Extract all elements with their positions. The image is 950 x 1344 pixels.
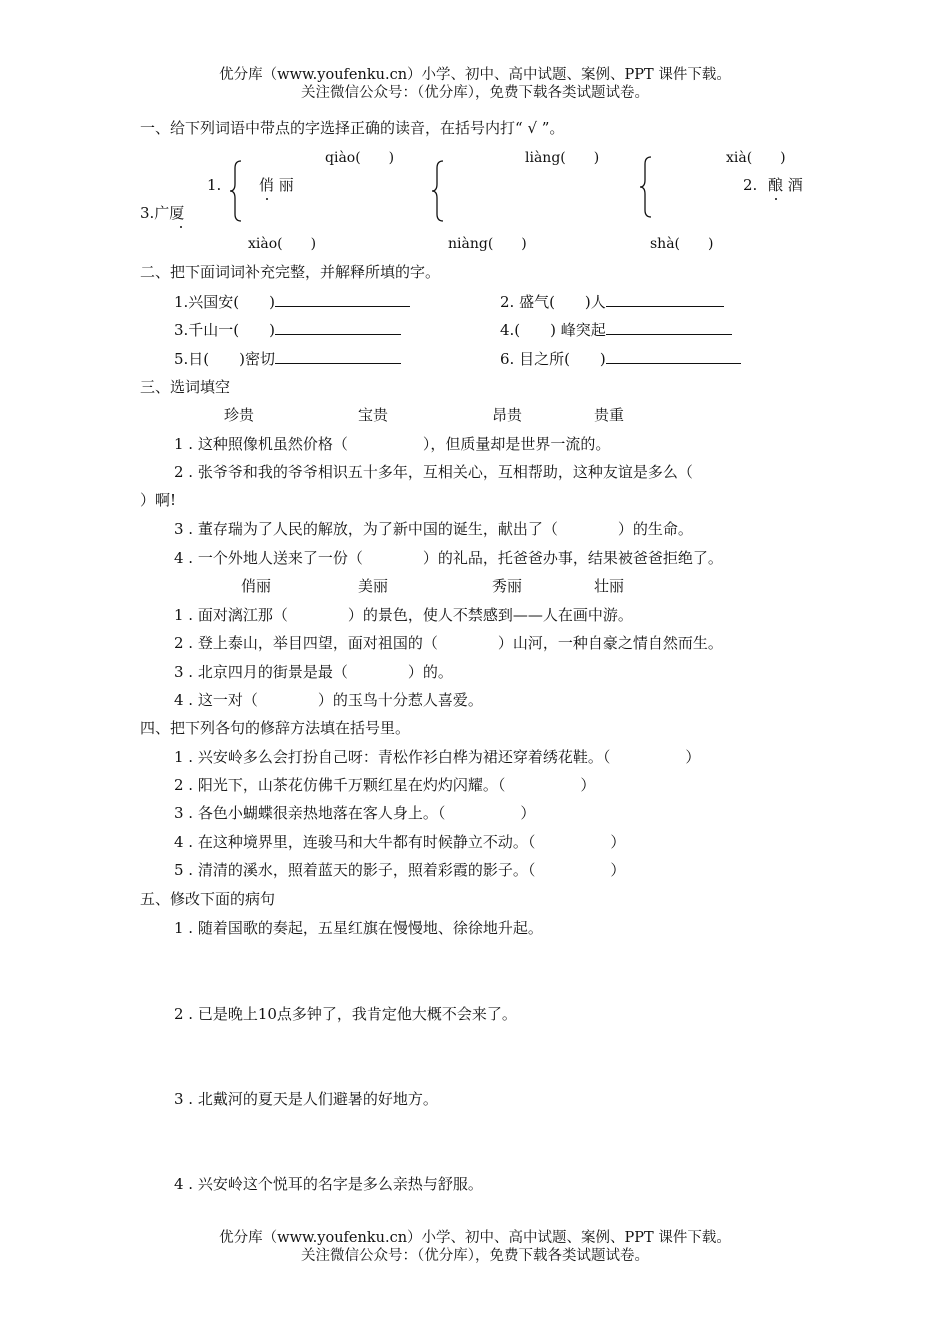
pinyin-2-top: liàng( ) (525, 150, 600, 166)
rhetoric-2: 2 . 阳光下，山茶花仿佛千万颗红星在灼灼闪耀。（ ） (174, 776, 596, 794)
pinyin-2-bottom: niàng( ) (448, 236, 527, 252)
sentence-4: 4 . 兴安岭这个悦耳的名字是多么亲热与舒服。 (174, 1175, 483, 1193)
word-choice-a-1: 珍贵 (224, 406, 255, 424)
rhetoric-3: 3 . 各色小蝴蝶很亲热地落在客人身上。（ ） (174, 804, 536, 822)
brace-3 (638, 156, 654, 218)
emphasis-dot-1 (266, 198, 268, 200)
section-1-title: 一、给下列词语中带点的字选择正确的读音，在括号内打“ √ ”。 (140, 119, 565, 137)
section-3-title: 三、选词填空 (140, 378, 231, 396)
fill-b-1: 1 . 面对漓江那（ ）的景色，使人不禁感到——人在画中游。 (174, 606, 633, 624)
word-1-number: 1. (207, 176, 222, 194)
section-2-title: 二、把下面词词补充完整，并解释所填的字。 (140, 263, 441, 281)
answer-line[interactable] (606, 294, 724, 307)
pinyin-3-top: xià( ) (726, 150, 786, 166)
sentence-3: 3 . 北戴河的夏天是人们避暑的好地方。 (174, 1090, 438, 1108)
idiom-4: 4.( ) 峰突起 (500, 322, 732, 338)
emphasis-dot-2 (775, 198, 777, 200)
sentence-2: 2 . 已是晚上10点多钟了，我肯定他大概不会来了。 (174, 1005, 517, 1023)
word-choice-b-2: 美丽 (358, 577, 389, 595)
fill-a-1: 1 . 这种照像机虽然价格（ ），但质量却是世界一流的。 (174, 435, 611, 453)
header-line-1: 优分库（www.youfenku.cn）小学、初中、高中试题、案例、PPT 课件下载。 (219, 67, 731, 83)
word-choice-b-3: 秀丽 (492, 577, 523, 595)
word-choice-a-2: 宝贵 (358, 406, 389, 424)
footer-line-1: 优分库（www.youfenku.cn）小学、初中、高中试题、案例、PPT 课件下载。 (219, 1230, 731, 1246)
brace-2 (430, 160, 446, 222)
section-4-title: 四、把下列各句的修辞方法填在括号里。 (140, 719, 411, 737)
answer-line[interactable] (606, 322, 732, 335)
fill-b-4: 4 . 这一对（ ）的玉鸟十分惹人喜爱。 (174, 691, 483, 709)
word-choice-a-3: 昂贵 (492, 406, 523, 424)
answer-line[interactable] (275, 322, 401, 335)
fill-a-3: 3 . 董存瑞为了人民的解放，为了新中国的诞生，献出了（ ）的生命。 (174, 520, 693, 538)
word-choice-b-1: 俏丽 (241, 577, 272, 595)
fill-b-3: 3 . 北京四月的街景是最（ ）的。 (174, 663, 453, 681)
idiom-5: 5.日( )密切 (174, 351, 401, 367)
answer-line[interactable] (606, 351, 741, 364)
answer-line[interactable] (275, 294, 410, 307)
pinyin-1-top: qiào( ) (325, 150, 395, 166)
word-2: 酿 酒 (768, 176, 803, 194)
idiom-6: 6. 目之所( ) (500, 351, 741, 367)
emphasis-dot-3 (180, 226, 182, 228)
word-3: 3.广厦 (140, 204, 185, 222)
word-choice-a-4: 贵重 (594, 406, 625, 424)
word-2-number: 2. (743, 176, 758, 194)
word-1: 俏 丽 (259, 176, 294, 194)
word-choice-b-4: 壮丽 (594, 577, 625, 595)
header-line-2: 关注微信公众号：（优分库），免费下载各类试题试卷。 (301, 85, 649, 101)
rhetoric-4: 4 . 在这种境界里，连骏马和大牛都有时候静立不动。（ ） (174, 833, 626, 851)
section-5-title: 五、修改下面的病句 (140, 890, 276, 908)
pinyin-3-bottom: shà( ) (650, 236, 714, 252)
pinyin-1-bottom: xiào( ) (248, 236, 317, 252)
rhetoric-1: 1 . 兴安岭多么会打扮自己呀：青松作衫白桦为裙还穿着绣花鞋。（ ） (174, 748, 701, 766)
idiom-1: 1.兴国安( ) (174, 294, 410, 310)
answer-line[interactable] (275, 351, 401, 364)
fill-a-2-continued: ）啊! (140, 491, 177, 509)
fill-a-2: 2 . 张爷爷和我的爷爷相识五十多年，互相关心，互相帮助，这种友谊是多么（ (174, 463, 693, 481)
sentence-1: 1 . 随着国歌的奏起，五星红旗在慢慢地、徐徐地升起。 (174, 919, 543, 937)
idiom-3: 3.千山一( ) (174, 322, 401, 338)
brace-1 (228, 160, 244, 222)
fill-a-4: 4 . 一个外地人送来了一份（ ）的礼品，托爸爸办事，结果被爸爸拒绝了。 (174, 549, 723, 567)
footer-line-2: 关注微信公众号：（优分库），免费下载各类试题试卷。 (301, 1248, 649, 1264)
fill-b-2: 2 . 登上泰山，举目四望，面对祖国的（ ）山河，一种自豪之情自然而生。 (174, 634, 723, 652)
idiom-2: 2. 盛气( )人 (500, 294, 724, 310)
rhetoric-5: 5 . 清清的溪水，照着蓝天的影子，照着彩霞的影子。（ ） (174, 861, 626, 879)
